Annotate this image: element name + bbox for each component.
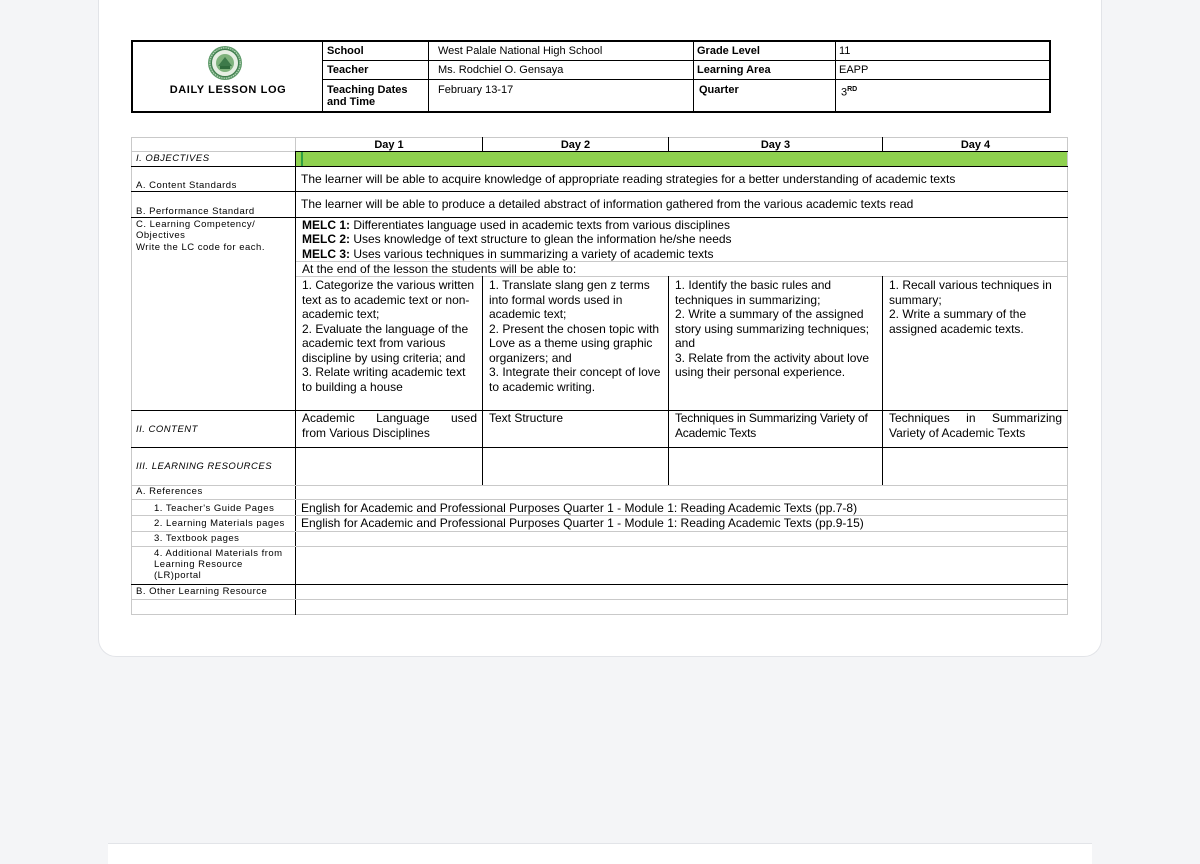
objectives-highlight-bar — [296, 152, 1067, 166]
content-standards-label: A. Content Standards — [136, 180, 237, 191]
melc-item-2: MELC 2: Uses knowledge of text structure to glean the information he/she needs — [302, 232, 732, 247]
teacher-label: Teacher — [327, 64, 369, 76]
content-standards-text: The learner will be able to acquire knowledge of appropriate reading strategies for a better understanding of academic texts — [301, 172, 956, 186]
page-title: DAILY LESSON LOG — [169, 84, 287, 96]
learning-area-label: Learning Area — [697, 64, 771, 76]
objectives-label: I. OBJECTIVES — [136, 153, 210, 164]
day-2-objectives: 1. Translate slang gen z terms into formal words used in academic text; 2. Present the chosen topic with Love as a theme using graphic organizers; and 3. Integrate their concept of love to academic writing. — [489, 278, 661, 394]
day-1-content: Academic Language used from Various Disciplines — [302, 411, 477, 440]
school-value: West Palale National High School — [438, 45, 603, 57]
teacher-value: Ms. Rodchiel O. Gensaya — [438, 64, 564, 76]
grade-level-label: Grade Level — [697, 45, 760, 57]
content-label: II. CONTENT — [136, 424, 198, 435]
quarter-label: Quarter — [699, 84, 739, 96]
melc-item-3: MELC 3: Uses various techniques in summarizing a variety of academic texts — [302, 246, 714, 261]
teaching-dates-label: Teaching Dates and Time — [327, 84, 408, 108]
school-label: School — [327, 45, 364, 57]
day-header-3: Day 3 — [760, 139, 791, 151]
learning-area-value: EAPP — [839, 64, 869, 76]
learning-competency-label: C. Learning Competency/ Objectives — [136, 219, 256, 241]
textbook-pages-label: 3. Textbook pages — [154, 533, 240, 544]
day-header-1: Day 1 — [374, 139, 404, 151]
lesson-log-table — [131, 137, 1068, 615]
melc-item-1: MELC 1: Differentiates language used in academic texts from various disciplines — [302, 218, 730, 232]
day-header-4: Day 4 — [960, 139, 991, 151]
additional-materials-label: 4. Additional Materials from Learning Resource (LR)portal — [154, 548, 283, 581]
day-3-objectives: 1. Identify the basic rules and techniques in summarizing; 2. Write a summary of the assigned story using summarizing techniques; and 3. Relate from the activity about love using their personal experience. — [675, 278, 870, 379]
objectives-intro: At the end of the lesson the students will be able to: — [302, 262, 577, 276]
performance-standard-label: B. Performance Standard — [136, 206, 255, 217]
teaching-dates-value: February 13-17 — [438, 84, 514, 96]
day-1-objectives: 1. Categorize the various written text as to academic text or non-academic text; 2. Evaluate the language of the academic text from various discipline by using criteria; and 3. Relate writing academic text to building a house — [302, 278, 475, 394]
day-4-objectives: 1. Recall various techniques in summary; 2. Write a summary of the assigned academic texts. — [889, 278, 1052, 336]
teachers-guide-text: English for Academic and Professional Purposes Quarter 1 - Module 1: Reading Academic Texts (pp.7-8) — [301, 501, 858, 515]
learning-resources-label: III. LEARNING RESOURCES — [136, 461, 273, 472]
school-seal-icon — [207, 45, 243, 81]
learning-competency-note: Write the LC code for each. — [136, 242, 265, 253]
day-header-2: Day 2 — [560, 139, 591, 151]
day-4-content: Techniques in Summarizing Variety of Academic Texts — [889, 411, 1062, 440]
day-2-content: Text Structure — [489, 411, 564, 425]
melc-list — [297, 218, 1067, 261]
day-3-content: Techniques in Summarizing Variety of Academic Texts — [675, 411, 868, 440]
lesson-log-header — [131, 40, 1051, 113]
grade-level-value: 11 — [839, 45, 851, 57]
other-learning-resource-label: B. Other Learning Resource — [136, 586, 268, 597]
teachers-guide-label: 1. Teacher's Guide Pages — [154, 503, 275, 514]
references-label: A. References — [136, 486, 203, 497]
learning-materials-label: 2. Learning Materials pages — [154, 518, 285, 529]
quarter-value: 3RD — [841, 86, 858, 99]
next-document-page — [108, 843, 1092, 864]
learning-materials-text: English for Academic and Professional Purposes Quarter 1 - Module 1: Reading Academic Texts (pp.9-15) — [301, 516, 864, 530]
logo-cell — [133, 42, 323, 111]
performance-standard-text: The learner will be able to produce a detailed abstract of information gathered from the various academic texts read — [301, 197, 914, 211]
